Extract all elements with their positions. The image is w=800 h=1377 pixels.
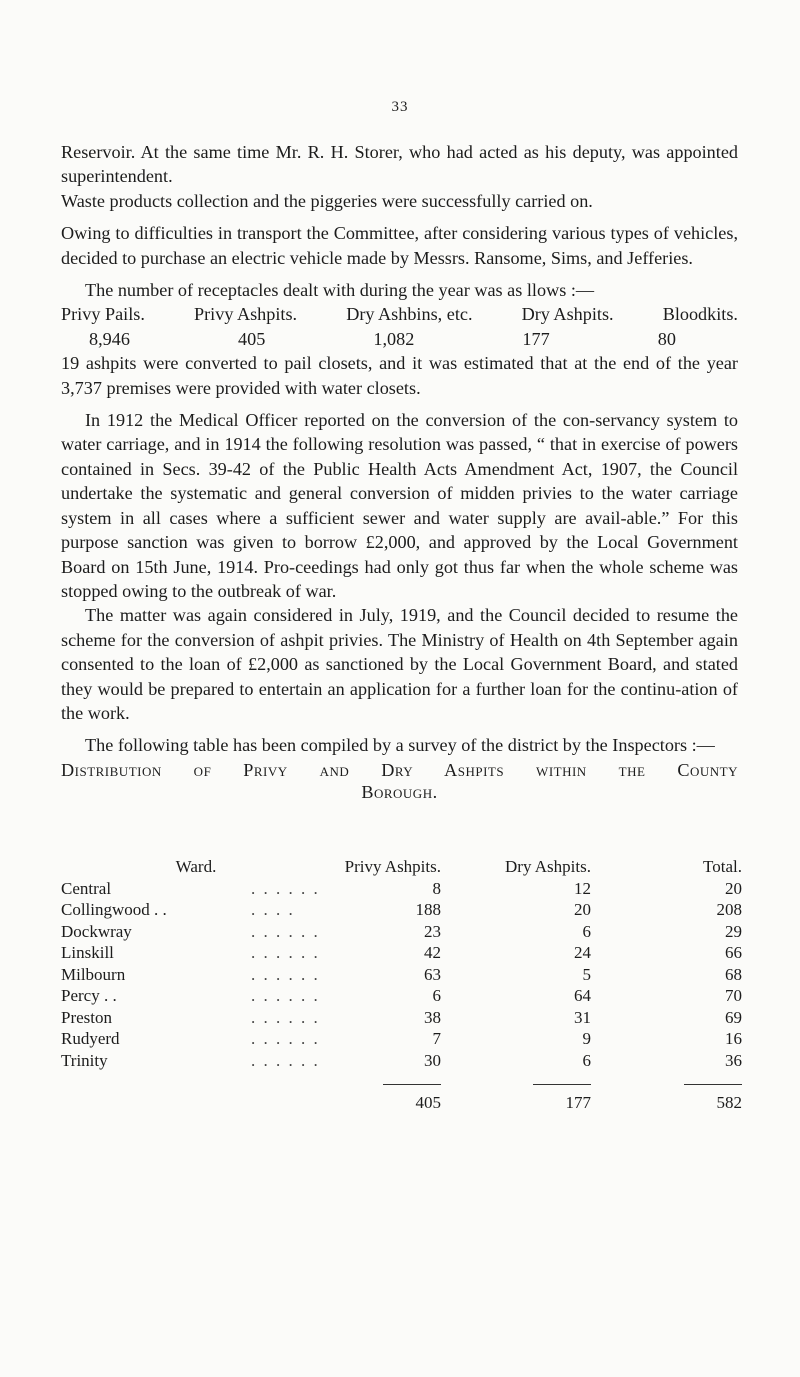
table-row	[61, 1007, 742, 1029]
paragraph-receptacles: The number of receptacles dealt with during the year was as llows :—	[85, 280, 595, 301]
leader-dots: . . . . . .	[251, 1050, 320, 1070]
table-subtitle: Borough.	[361, 782, 438, 803]
page-body	[61, 140, 738, 805]
privy-count: 188	[415, 900, 441, 920]
leader-dots: . . . . . .	[251, 921, 320, 941]
leader-dots: . . . . . .	[251, 986, 320, 1006]
total-count: 36	[725, 1050, 742, 1070]
label-dry-ashpits: Dry Ashpits.	[521, 304, 614, 325]
privy-count: 63	[424, 964, 441, 984]
dry-count: 12	[574, 878, 591, 898]
table-total-row	[61, 1072, 742, 1113]
header-privy: Privy Ashpits.	[344, 857, 441, 876]
dry-count: 31	[574, 1007, 591, 1027]
table-row	[61, 964, 742, 986]
header-ward: Ward.	[175, 857, 217, 876]
paragraph-survey: The following table has been compiled by a survey of the district by the Inspectors :—	[85, 735, 715, 756]
value-dry-ashpits: 177	[522, 328, 550, 349]
header-dry: Dry Ashpits.	[505, 857, 591, 876]
paragraph-transport: Owing to difficulties in transport the Committee, after considering various types of vehicles, decided to purchase an electric vehicle made by Messrs. Ransome, Sims, and Jefferies.	[61, 223, 738, 268]
ward-name: Milbourn	[61, 964, 126, 984]
table-row	[61, 1029, 742, 1051]
dry-count: 5	[582, 964, 591, 984]
table-row	[61, 943, 742, 965]
total-count: 16	[725, 1029, 742, 1049]
paragraph-1912: In 1912 the Medical Officer reported on the conversion of the con-servancy system to water carriage, and in 1914 the following resolution was passed, “ that in exercise of powers contained in Secs. 39-42 of the Public Health Acts Amendment Act, 1907, the Council undertake the systematic and general conversion of midden privies to the water carriage system in all cases where a sufficient sewer and water supply are avail-able.” For this purpose sanction was given to borrow £2,000, and approved by the Local Government Board on 15th June, 1914. Pro-ceedings had only got thus far when the whole scheme was stopped owing to the outbreak of war.	[61, 410, 738, 601]
ward-name: Percy . .	[61, 986, 117, 1006]
table-row	[61, 1050, 742, 1072]
ward-name: Collingwood . .	[61, 900, 167, 920]
total-count: 29	[725, 921, 742, 941]
leader-dots: . . . . . .	[251, 1029, 320, 1049]
paragraph-1919: The matter was again considered in July, 1919, and the Council decided to resume the scheme for the conversion of ashpit privies. The Ministry of Health on 4th September again consented to the loan of £2,000 as sanctioned by the Local Government Board, and stated they would be prepared to entertain an application for a further loan for the continu-ation of the work.	[61, 605, 738, 723]
page-number: 33	[391, 99, 409, 115]
value-dry-ashbins: 1,082	[373, 328, 415, 349]
privy-count: 38	[424, 1007, 441, 1027]
paragraph-waste: Waste products collection and the piggeries were successfully carried on.	[61, 190, 593, 211]
total-rule	[533, 1084, 591, 1085]
total-count: 68	[725, 964, 742, 984]
ward-name: Dockwray	[61, 921, 132, 941]
dry-count: 24	[574, 943, 591, 963]
value-privy-ashpits: 405	[238, 328, 266, 349]
paragraph-reservoir: Reservoir. At the same time Mr. R. H. Storer, who had acted as his deputy, was appointed superintendent.	[61, 142, 738, 187]
table-row	[61, 921, 742, 943]
leader-dots: . . . . . .	[251, 878, 320, 898]
table-row	[61, 878, 742, 900]
dry-total: 177	[565, 1092, 591, 1112]
label-privy-pails: Privy Pails.	[61, 304, 145, 325]
total-count: 69	[725, 1007, 742, 1027]
total-rule	[684, 1084, 742, 1085]
total-count: 70	[725, 986, 742, 1006]
privy-count: 23	[424, 921, 441, 941]
ward-name: Trinity	[61, 1050, 108, 1070]
privy-count: 6	[432, 986, 441, 1006]
label-privy-ashpits: Privy Ashpits.	[194, 304, 298, 325]
dry-count: 9	[582, 1029, 591, 1049]
privy-count: 42	[424, 943, 441, 963]
value-privy-pails: 8,946	[89, 328, 130, 349]
leader-dots: . . . . . .	[251, 1007, 320, 1027]
grand-total-cell	[591, 1072, 742, 1113]
dry-count: 64	[574, 986, 591, 1006]
privy-count: 7	[432, 1029, 441, 1049]
dry-total-cell	[441, 1072, 591, 1113]
total-count: 20	[725, 878, 742, 898]
privy-total-cell	[331, 1072, 441, 1113]
ward-name: Central	[61, 878, 112, 898]
table-title: Distribution of Privy and Dry Ashpits within the County	[61, 759, 738, 780]
privy-total: 405	[415, 1092, 441, 1112]
ward-name: Preston	[61, 1007, 112, 1027]
privy-count: 8	[432, 878, 441, 898]
dry-count: 6	[582, 921, 591, 941]
value-bloodkits: 80	[657, 328, 676, 349]
ward-name: Rudyerd	[61, 1029, 120, 1049]
dry-count: 6	[582, 1050, 591, 1070]
table-row	[61, 986, 742, 1008]
total-count: 66	[725, 943, 742, 963]
table-header-row	[61, 856, 742, 878]
leader-dots: . . . . . .	[251, 943, 320, 963]
receptacle-values	[61, 327, 738, 351]
ward-name: Linskill	[61, 943, 114, 963]
leader-dots: . . . .	[251, 900, 295, 920]
privy-count: 30	[424, 1050, 441, 1070]
label-dry-ashbins: Dry Ashbins, etc.	[346, 304, 473, 325]
leader-dots: . . . . . .	[251, 964, 320, 984]
grand-total: 582	[716, 1092, 742, 1112]
table-row	[61, 900, 742, 922]
receptacle-labels	[61, 302, 738, 326]
ashpits-table	[61, 856, 742, 1113]
total-rule	[383, 1084, 441, 1085]
header-total: Total.	[703, 857, 742, 876]
paragraph-conversion: 19 ashpits were converted to pail closets, and it was estimated that at the end of the year 3,737 premises were provided with water closets.	[61, 353, 738, 398]
total-count: 208	[716, 900, 742, 920]
label-bloodkits: Bloodkits.	[662, 304, 738, 325]
dry-count: 20	[574, 900, 591, 920]
